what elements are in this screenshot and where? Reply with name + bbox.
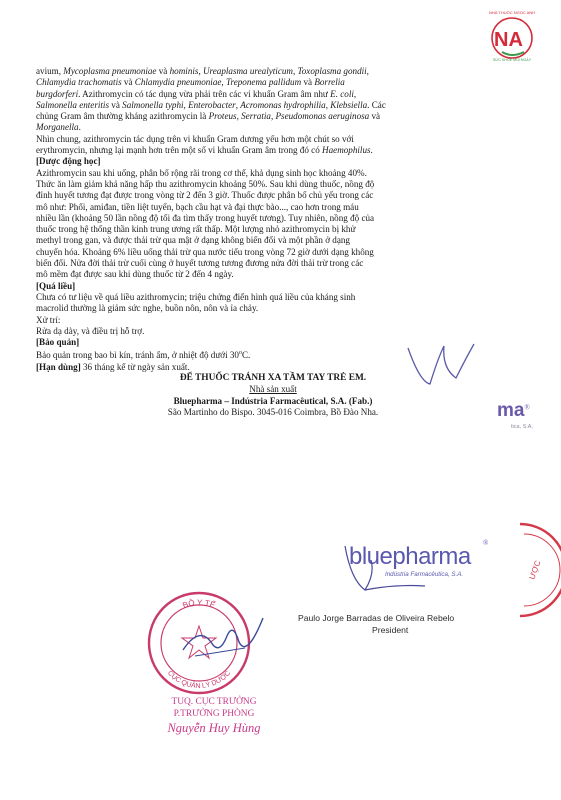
pk-line: methyl trong gan, và được thải trừ qua mật ở dạng không biến đổi và một phần ở dạng <box>36 235 350 246</box>
section-heading-overdose: [Quá liều] <box>36 280 76 291</box>
logo-top-text: NHÀ THUỐC NGỌC ANH <box>488 10 536 15</box>
signer-name: Paulo Jorge Barradas de Oliveira Rebelo <box>298 613 455 623</box>
text-line: Chlamydia trachomatis và Chlamydia pneumoniae, Treponema pallidum và Borrelia <box>36 77 345 88</box>
manufacturer-name: Bluepharma – Indústria Farmacêutical, S.A. (Fab.) <box>173 395 373 406</box>
right-seal-arc <box>490 520 561 620</box>
text-line: avium, Mycoplasma pneumoniae và hominis, Ureaplasma urealyticum, Toxoplasma gondii, <box>36 66 369 76</box>
authority-line: TUQ. CỤC TRƯỞNG <box>171 697 257 707</box>
text-line: Morganella. <box>36 122 81 133</box>
bluepharma-stamp: bluepharma ® Indústria Farmacêutica, S.A. <box>349 539 489 578</box>
president-signature <box>335 540 455 600</box>
pk-line: thuốc trong hệ thống thần kinh trung ương rất thấp. Một lượng nhỏ azithromycin bị khử <box>36 224 356 235</box>
pk-line: chuyển hóa. Khoảng 6% liều uống thải trừ qua nước tiểu trong vòng 72 giờ dưới dạng không <box>36 246 374 257</box>
manufacturer-address: São Martinho do Bispo. 3045-016 Coimbra, Bồ Đào Nha. <box>167 406 379 417</box>
section-heading-pharmacokinetics: [Dược động học] <box>36 156 101 167</box>
authority-name: Nguyễn Huy Hùng <box>167 721 261 735</box>
child-warning: ĐỂ THUỐC TRÁNH XA TẦM TAY TRẺ EM. <box>179 373 367 384</box>
shelf-life: [Hạn dùng] 36 tháng kể từ ngày sản xuất. <box>36 361 190 372</box>
signer-title: President <box>372 625 409 635</box>
text-line: Salmonella enteritis và Salmonella typhi, Enterobacter, Acromonas hydrophilia, Klebsiella. Các <box>36 99 386 110</box>
right-seal-text: ƯỢC <box>527 559 543 581</box>
overdose-treatment-label: Xử trí: <box>36 314 61 325</box>
logo-bottom-text: SỨC KHỎE MỖI NGÀY <box>492 58 532 62</box>
overdose-line: macrolid thường là giảm sức nghe, buồn nôn, nôn và ỉa chảy. <box>36 303 259 314</box>
overdose-line: Chưa có tư liệu về quá liều azithromycin; triệu chứng điển hình quá liều của kháng sinh <box>36 291 356 302</box>
overdose-treatment: Rửa dạ dày, và điều trị hỗ trợ. <box>36 325 145 336</box>
overview-line: Nhìn chung, azithromycin tác dụng trên vi khuẩn Gram dương yếu hơn một chút so với <box>36 133 354 144</box>
pk-line: Azithromycin sau khi uống, phân bố rộng rãi trong cơ thể, khả dụng sinh học khoảng 40%. <box>36 167 367 178</box>
manufacturer-label: Nhà sản xuất <box>249 384 297 395</box>
bluepharma-wordmark: bluepharma <box>349 543 471 570</box>
authority-block <box>152 697 276 735</box>
seal-bottom-text: CỤC QUẢN LÝ DƯỢC <box>165 669 233 691</box>
authority-line: P.TRƯỞNG PHÒNG <box>173 708 255 719</box>
text-line: burgdorferi. Azithromycin có tác dụng vừa phải trên các vi khuẩn Gram âm như E. coli, <box>36 88 357 99</box>
pk-line: nhiều lần (khoảng 50 lần nồng độ tối đa tìm thấy trong huyết tương). Tuy nhiên, nồng độ của <box>36 212 375 223</box>
storage-text: Bảo quản trong bao bì kín, tránh ẩm, ở nhiệt độ dưới 30$^o$C. <box>36 350 251 361</box>
faded-brand-mark: ma® tica, S.A. <box>497 400 534 430</box>
pk-line: đỉnh huyết tương đạt được trong vòng từ 2 đến 3 giờ. Thuốc được phân bố chủ yếu trong các <box>36 190 374 201</box>
faint-signature <box>400 338 480 390</box>
seal-top-text: BỘ Y TẾ <box>181 597 217 610</box>
pk-line: Thức ăn làm giảm khả năng hấp thu azithromycin khoảng 50%. Sau khi dùng thuốc, nồng độ <box>36 178 375 189</box>
logo-leaf-icon <box>502 52 524 55</box>
pk-line: biến đổi. Nửa đời thải trừ cuối cùng ở huyết tương tương đương nửa đời thải trừ trong các <box>36 258 364 269</box>
pharmacy-logo <box>480 8 544 62</box>
text-line: chủng Gram âm thường kháng azithromycin là Proteus, Serratia, Pseudomonas aeruginosa và <box>36 111 381 122</box>
overview-line: erythromycin, nhưng lại mạnh hơn trên một số vi khuẩn Gram âm trong đó có Haemophilus. <box>36 145 373 156</box>
bluepharma-subtitle: Indústria Farmacêutica, S.A. <box>385 571 464 578</box>
section-heading-storage: [Bảo quản] <box>36 337 80 348</box>
logo-letters: NA <box>494 29 523 51</box>
authority-signature <box>175 612 270 667</box>
pk-line: mô như: Phổi, amiđan, tiền liệt tuyến, bạch cầu hạt và đại thực bào..., cao hơn trong máu <box>36 201 359 212</box>
pk-line: mô mềm đạt được sau khi dùng thuốc từ 2 đến 4 ngày. <box>36 269 234 280</box>
